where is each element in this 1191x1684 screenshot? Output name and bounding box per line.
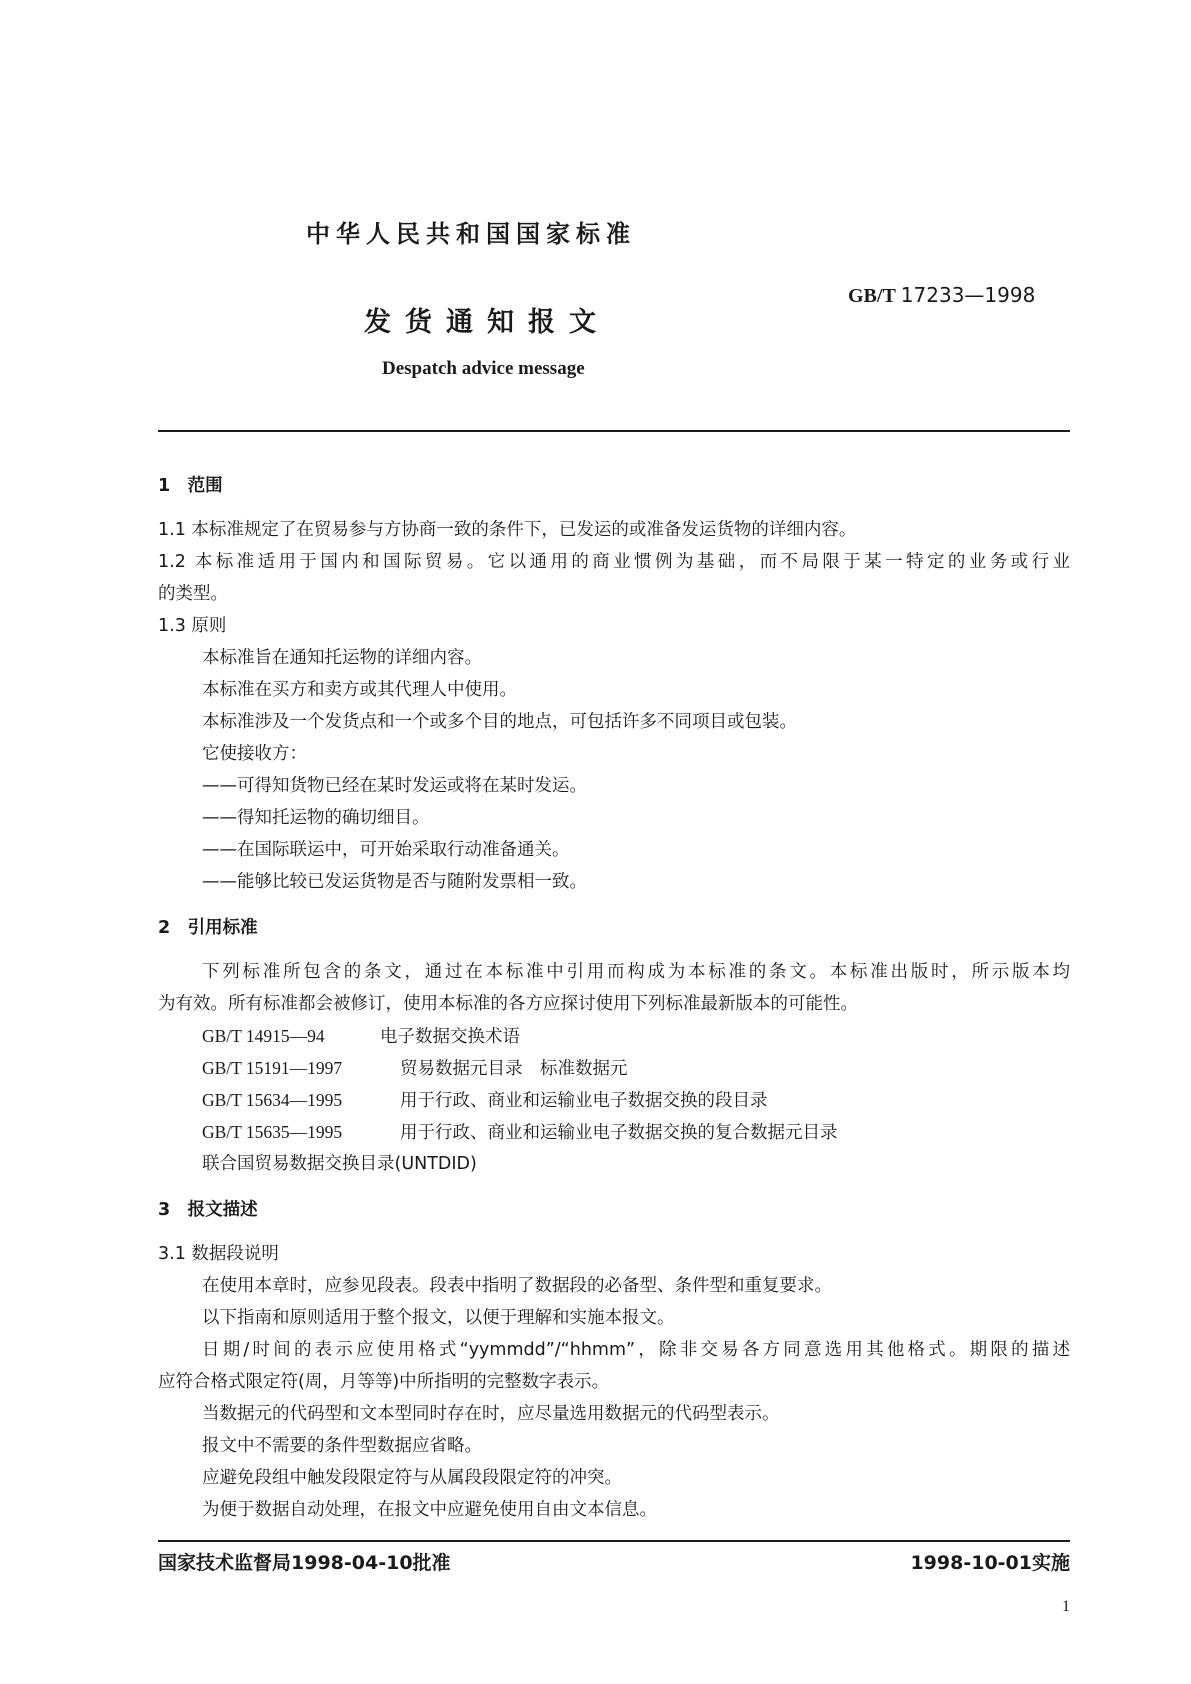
- paragraph: 应避免段组中触发段限定符与从属段段限定符的冲突。: [202, 1468, 622, 1488]
- clause-1-2-line-1: [158, 546, 1070, 578]
- principle-dash-item: ——能够比较已发运货物是否与随附发票相一致。: [202, 872, 587, 892]
- principle-item: 本标准在买方和卖方或其代理人中使用。: [202, 680, 517, 700]
- clause-3-1: [158, 1238, 1070, 1270]
- paragraph: 在使用本章时，应参见段表。段表中指明了数据段的必备型、条件型和重复要求。: [202, 1276, 832, 1296]
- section-1-heading: 1 范围: [158, 476, 223, 496]
- standard-number-value: 17233—1998: [900, 283, 1036, 307]
- document-title-cn: 发货通知报文: [364, 307, 610, 338]
- paragraph-line-1: 日期/时间的表示应使用格式“yymmdd”/“hhmm”，除非交易各方同意选用其他格式。期限的描述: [202, 1340, 1070, 1360]
- reference-name: 用于行政、商业和运输业电子数据交换的段目录: [400, 1091, 768, 1111]
- clause-number: 1.3: [158, 616, 186, 636]
- paragraph-line-2: 应符合格式限定符(周，月等等)中所指明的完整数字表示。: [158, 1372, 610, 1392]
- principle-dash-item: ——可得知货物已经在某时发运或将在某时发运。: [202, 776, 587, 796]
- clause-title: 原则: [191, 616, 227, 636]
- implementation-date: 1998-10-01实施: [910, 1552, 1070, 1574]
- references-intro-line-1: 下列标准所包含的条文，通过在本标准中引用而构成为本标准的条文。本标准出版时，所示版本均: [202, 962, 1070, 982]
- reference-code: GB/T 14915—94: [202, 1026, 325, 1046]
- clause-number: 3.1: [158, 1244, 186, 1264]
- clause-number: 1.2: [158, 552, 186, 572]
- reference-name: 贸易数据元目录 标准数据元: [400, 1059, 628, 1079]
- section-3-heading: 3 报文描述: [158, 1200, 258, 1220]
- paragraph: 为便于数据自动处理，在报文中应避免使用自由文本信息。: [202, 1500, 657, 1520]
- reference-item: [158, 1116, 1070, 1148]
- national-standard-title: 中华人民共和国国家标准: [306, 220, 636, 248]
- reference-untdid: 联合国贸易数据交换目录(UNTDID): [202, 1154, 477, 1174]
- standard-code: GB/T: [848, 285, 896, 307]
- section-2-heading: 2 引用标准: [158, 918, 258, 938]
- page-number: 1: [1062, 1598, 1070, 1615]
- paragraph: 以下指南和原则适用于整个报文，以便于理解和实施本报文。: [202, 1308, 675, 1328]
- clause-1-2-line-2: 的类型。: [158, 584, 228, 604]
- header-divider: [158, 430, 1070, 432]
- reference-item: [158, 1052, 1070, 1084]
- document-body: [158, 470, 1070, 1526]
- references-intro-line-2: 为有效。所有标准都会被修订，使用本标准的各方应探讨使用下列标准最新版本的可能性。: [158, 994, 858, 1014]
- approval-date: 国家技术监督局1998-04-10批准: [158, 1552, 451, 1574]
- reference-item: [158, 1020, 1070, 1052]
- paragraph: 当数据元的代码型和文本型同时存在时，应尽量选用数据元的代码型表示。: [202, 1404, 780, 1424]
- clause-number: 1.1: [158, 520, 186, 540]
- reference-code: GB/T 15634—1995: [202, 1090, 343, 1110]
- principle-dash-item: ——得知托运物的确切细目。: [202, 808, 430, 828]
- clause-1-1: [158, 514, 1070, 546]
- reference-name: 电子数据交换术语: [380, 1027, 520, 1047]
- principle-dash-item: ——在国际联运中，可开始采取行动准备通关。: [202, 840, 570, 860]
- paragraph: 报文中不需要的条件型数据应省略。: [202, 1436, 482, 1456]
- reference-code: GB/T 15635—1995: [202, 1122, 343, 1142]
- document-title-en: Despatch advice message: [382, 358, 585, 379]
- clause-text: 本标准规定了在贸易参与方协商一致的条件下，已发运的或准备发运货物的详细内容。: [191, 520, 857, 540]
- principle-item: 本标准涉及一个发货点和一个或多个目的地点，可包括许多不同项目或包装。: [202, 712, 797, 732]
- clause-title: 数据段说明: [191, 1244, 279, 1264]
- reference-item: [158, 1084, 1070, 1116]
- principle-item: 它使接收方：: [202, 744, 307, 764]
- standard-number: [848, 283, 1035, 308]
- reference-code: GB/T 15191—1997: [202, 1058, 343, 1078]
- principle-item: 本标准旨在通知托运物的详细内容。: [202, 648, 482, 668]
- clause-1-3: [158, 610, 1070, 642]
- footer-divider: [158, 1540, 1070, 1542]
- reference-name: 用于行政、商业和运输业电子数据交换的复合数据元目录: [400, 1123, 838, 1143]
- clause-text: 本标准适用于国内和国际贸易。它以通用的商业惯例为基础，而不局限于某一特定的业务或行业: [194, 552, 1070, 572]
